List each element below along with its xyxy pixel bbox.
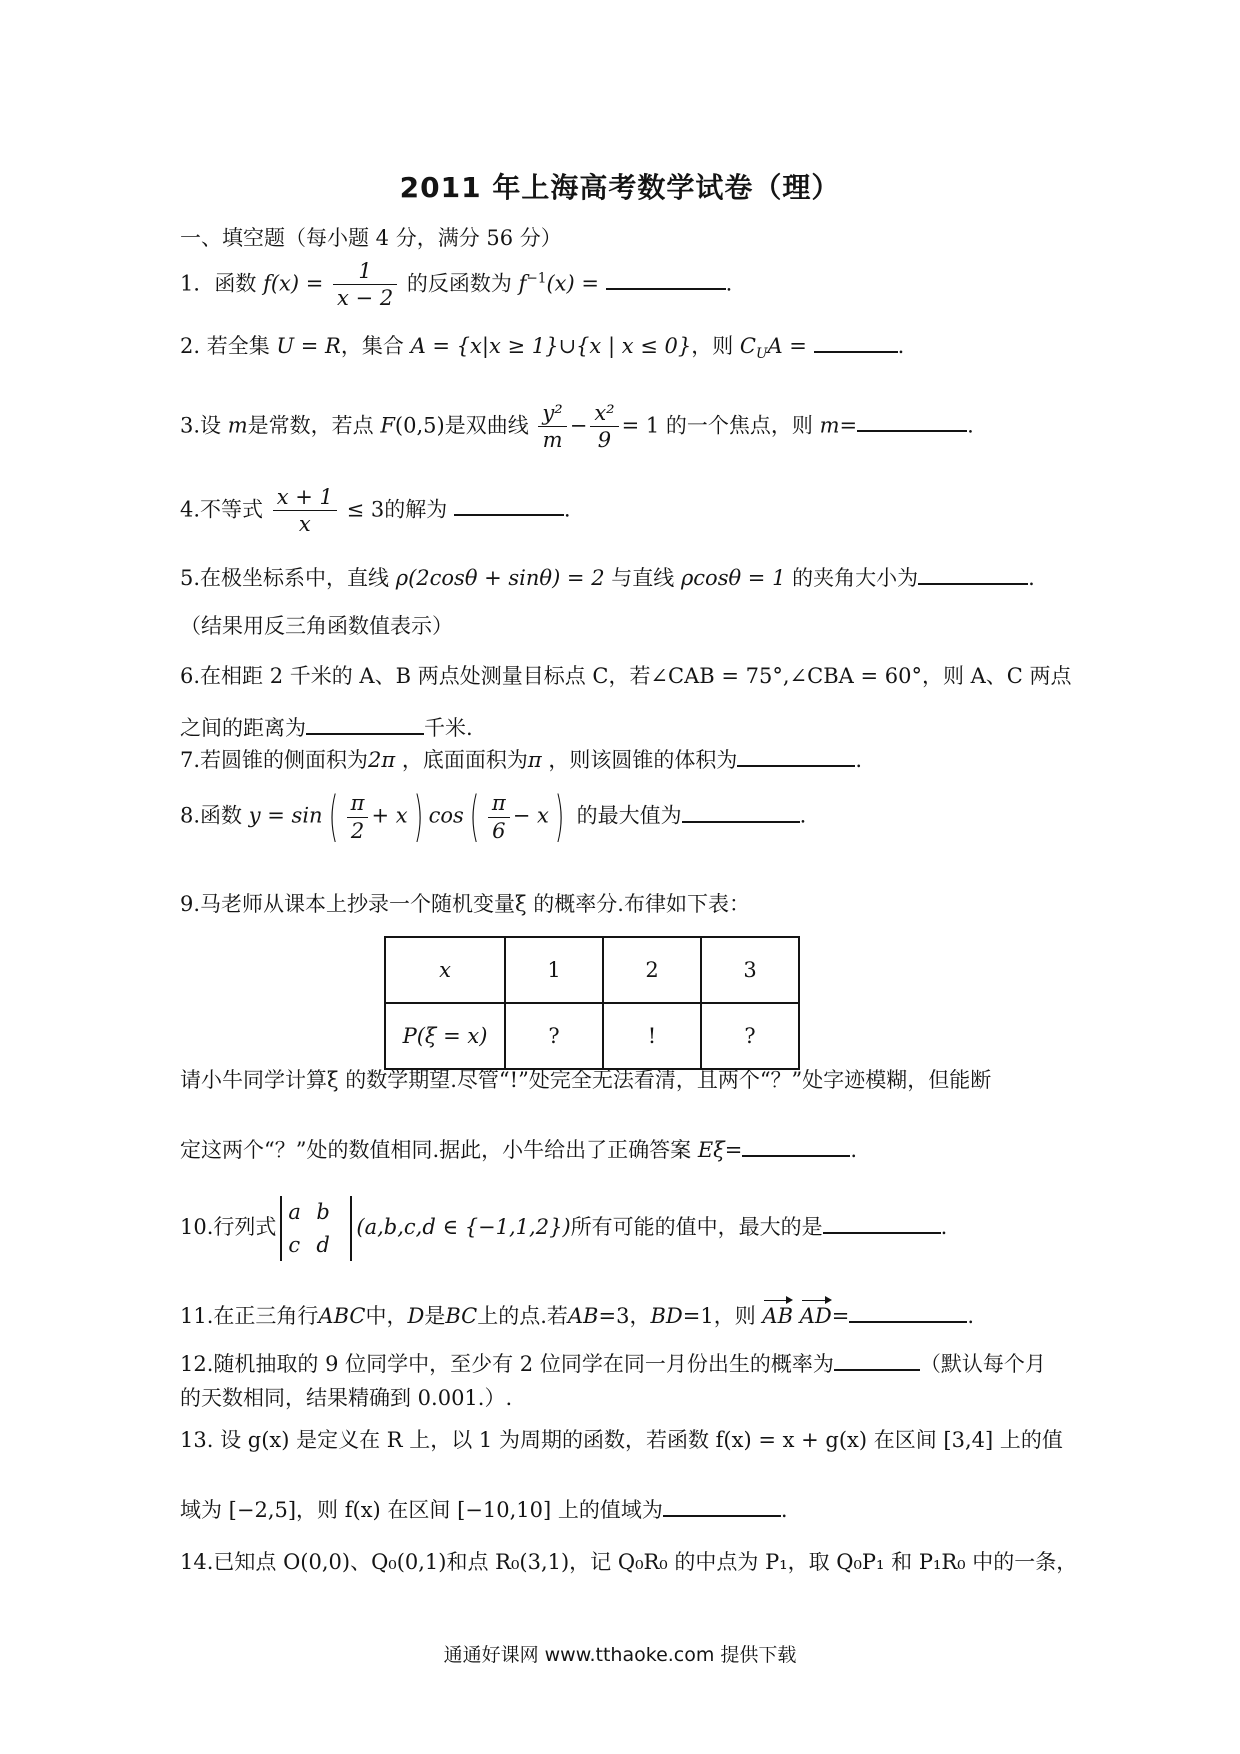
table-cell: 3 [701,937,799,1003]
answer-blank [857,409,967,432]
table-cell: x [385,937,505,1003]
fraction: $\frac{\text{y²}}{m}$ [538,400,566,454]
question-9: 9.马老师从课本上抄录一个随机变量ξ 的概率分.布律如下表： [180,892,750,916]
probability-table [384,936,800,1070]
question-4: 4.不等式 $\frac{x + 1}{x}$ ≤ 3的解为 . [180,485,571,537]
table-cell: ! [603,1003,701,1069]
answer-blank [918,562,1028,585]
answer-blank [849,1300,967,1323]
answer-blank [814,330,898,353]
question-9-answer-line: 定这两个“？”处的数值相同.据此，小牛给出了正确答案 Eξ= . [180,1134,857,1164]
fraction: $\frac{x + 1}{x}$ [273,484,337,538]
vector-ab: AB [762,1304,794,1328]
answer-blank [306,712,424,735]
question-5: 5.在极坐标系中，直线 ρ(2cosθ + sinθ) = 2 与直线 ρcosθ = 1 的夹角大小为 . [180,562,1035,592]
vector-ad: AD [799,1304,832,1328]
table-cell: 2 [603,937,701,1003]
answer-blank [606,267,726,290]
question-11: 11.在正三角行ABC中，D是BC上的点.若AB=3，BD=1，则 AB AD= . [180,1300,974,1330]
question-9-cont: 请小牛同学计算ξ 的数学期望.尽管“!”处完全无法看清，且两个“？”处字迹模糊，但能断 [180,1068,992,1092]
page-title: 2011 年上海高考数学试卷（理） [399,171,841,204]
section-heading: 一、填空题（每小题 4 分，满分 56 分） [180,226,562,250]
answer-blank [823,1211,941,1234]
page-footer: 通通好课网 www.tthaoke.com 提供下载 [443,1644,797,1666]
question-14: 14.已知点 O(0,0)、Q₀(0,1)和点 R₀(3,1)，记 Q₀R₀ 的中点为 P₁，取 Q₀P₁ 和 P₁R₀ 中的一条， [180,1550,1078,1574]
question-7: 7.若圆锥的侧面积为2π ，底面面积为π ，则该圆锥的体积为 . [180,744,862,774]
table-cell: ? [505,1003,603,1069]
question-12: 12.随机抽取的 9 位同学中，至少有 2 位同学在同一月份出生的概率为 （默认每个月 [180,1348,1046,1378]
question-3: 3.设 m是常数，若点 F(0,5)是双曲线 $\frac{\text{y²}}{m}$ − $\frac{\text{x²}}{9}$ = 1 的一个焦点，则 m= . [180,401,974,453]
answer-blank [454,493,564,516]
fraction: $\frac{1}{x - 2}$ [333,258,397,312]
question-6: 6.在相距 2 千米的 A、B 两点处测量目标点 C，若∠CAB = 75°,∠CBA = 60°，则 A、C 两点 [180,664,1072,688]
fraction: $\frac{\pi}{6}$ [488,790,510,844]
table-cell: P(ξ = x) [385,1003,505,1069]
table-cell: ? [701,1003,799,1069]
fraction: $\frac{\text{x²}}{9}$ [590,400,618,454]
answer-blank [663,1494,781,1517]
question-8: 8.函数 y = sin ( $\frac{\pi}{2}$ + x ) cos ( $\frac{\pi}{6}$ − x ) 的最大值为 . [180,785,807,848]
determinant: a b c d [280,1196,352,1261]
question-5-note: （结果用反三角函数值表示） [180,614,453,638]
question-6-cont: 之间的距离为 千米. [180,712,473,742]
table-row [385,937,799,1003]
table-row [385,1003,799,1069]
answer-blank [742,1134,850,1157]
question-1: 1．函数 f(x) = $\frac{1}{x - 2}$ 的反函数为 $f^{-1}(x)$ = . [180,259,733,311]
answer-blank [737,744,855,767]
answer-blank [834,1348,920,1371]
question-2: 2. 若全集 U = R，集合 A = {x|x ≥ 1}∪{x | x ≤ 0}，则 $C_UA$ = . [180,330,904,362]
question-12-cont: 的天数相同，结果精确到 0.001.）. [180,1386,513,1410]
answer-blank [682,800,800,823]
table-cell: 1 [505,937,603,1003]
fraction: $\frac{\pi}{2}$ [347,790,369,844]
question-10: 10.行列式a b c d(a,b,c,d ∈ {−1,1,2})所有可能的值中，最大的是 . [180,1196,947,1261]
question-13: 13. 设 g(x) 是定义在 R 上，以 1 为周期的函数，若函数 f(x) = x + g(x) 在区间 [3,4] 上的值 [180,1428,1063,1452]
question-13-cont: 域为 [−2,5]，则 f(x) 在区间 [−10,10] 上的值域为 . [180,1494,788,1524]
